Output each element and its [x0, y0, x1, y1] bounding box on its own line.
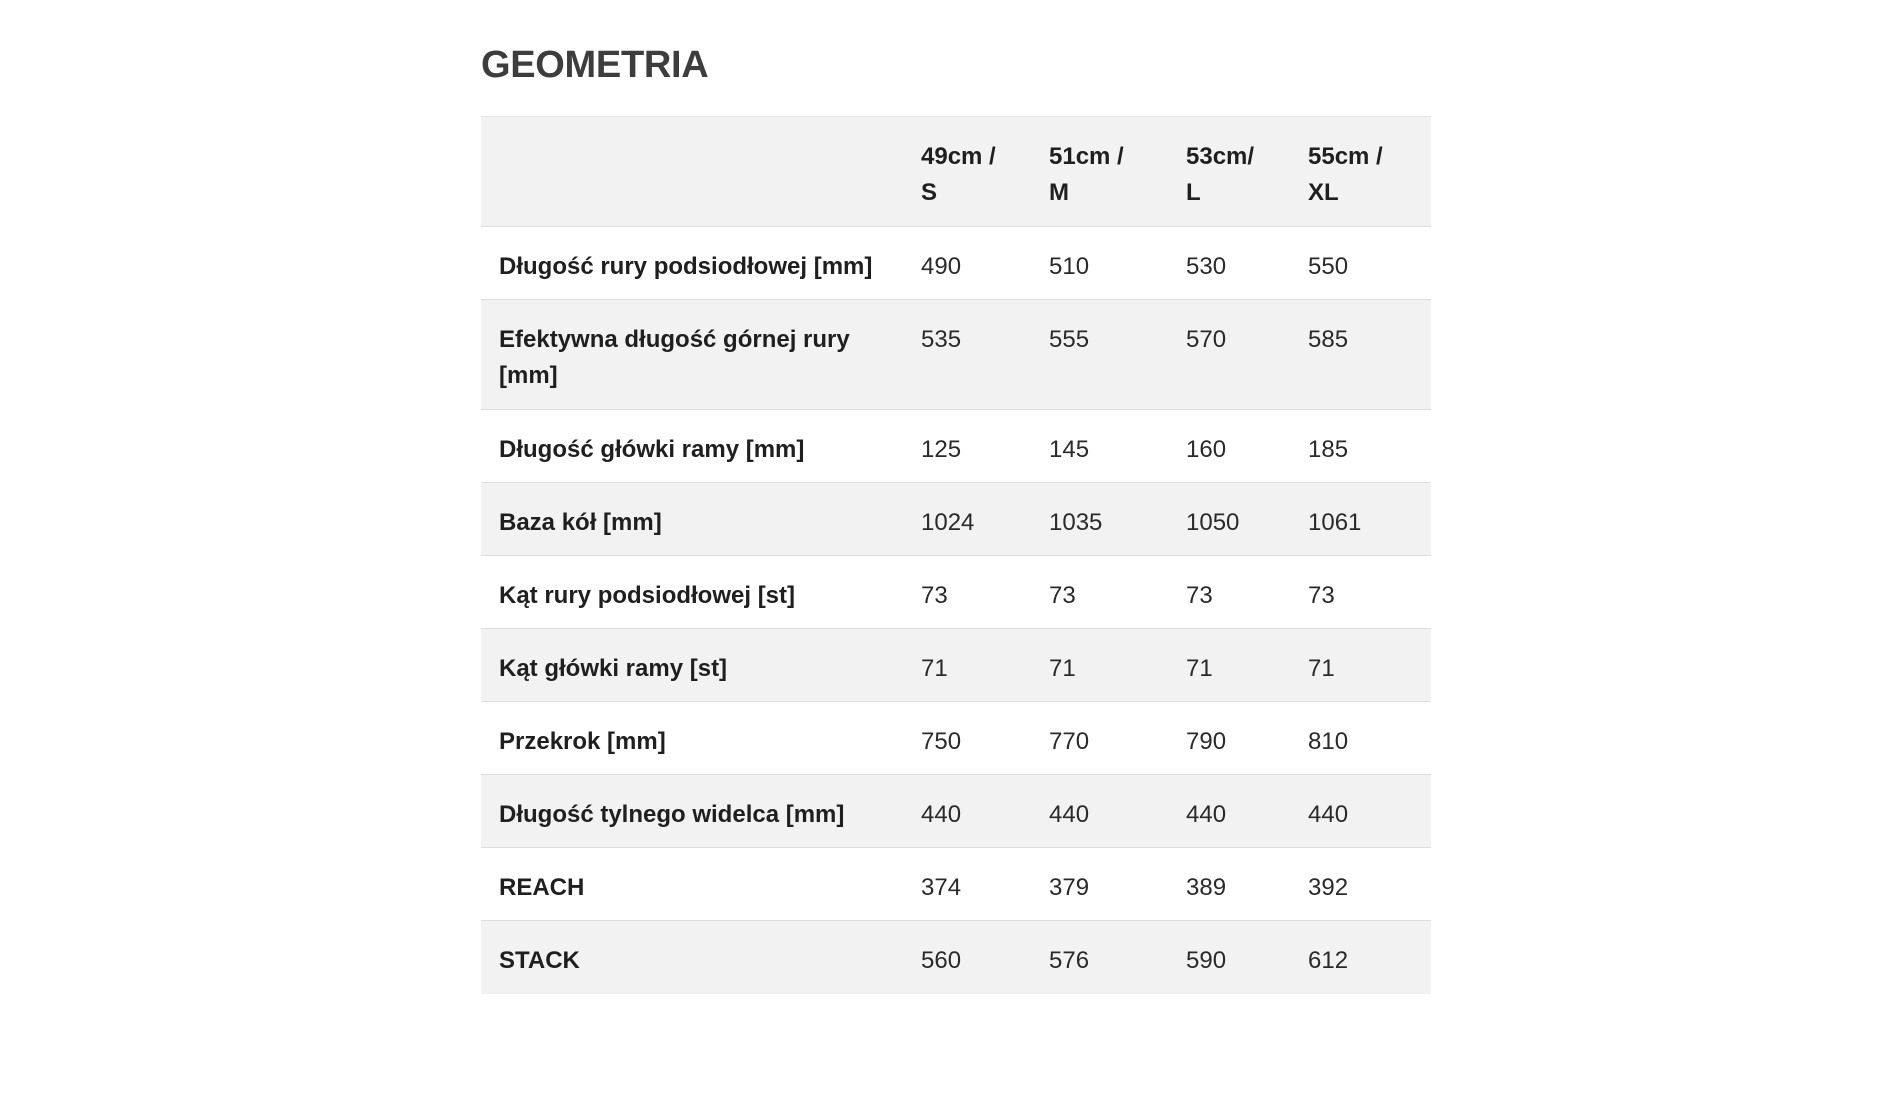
cell-value: 440: [1031, 775, 1168, 848]
header-cell-empty: [481, 117, 903, 227]
cell-value: 510: [1031, 227, 1168, 300]
header-size-s: 49cm / S: [903, 117, 1031, 227]
cell-value: 590: [1168, 921, 1290, 994]
cell-value: 570: [1168, 300, 1290, 410]
row-label: Długość główki ramy [mm]: [481, 410, 903, 483]
geometry-section: [481, 38, 1431, 974]
row-label: Długość rury podsiodłowej [mm]: [481, 227, 903, 300]
table-row: [481, 410, 1431, 483]
section-title: GEOMETRIA: [481, 44, 709, 86]
cell-value: 440: [1290, 775, 1431, 848]
table-header-row: [481, 117, 1431, 227]
cell-value: 73: [1031, 556, 1168, 629]
row-label: STACK: [481, 921, 903, 994]
table-row: [481, 921, 1431, 994]
cell-value: 1035: [1031, 483, 1168, 556]
table-row: [481, 775, 1431, 848]
cell-value: 440: [1168, 775, 1290, 848]
cell-value: 585: [1290, 300, 1431, 410]
cell-value: 145: [1031, 410, 1168, 483]
cell-value: 73: [1168, 556, 1290, 629]
table-row: [481, 483, 1431, 556]
cell-value: 374: [903, 848, 1031, 921]
cell-value: 530: [1168, 227, 1290, 300]
cell-value: 71: [1168, 629, 1290, 702]
cell-value: 790: [1168, 702, 1290, 775]
cell-value: 440: [903, 775, 1031, 848]
cell-value: 576: [1031, 921, 1168, 994]
cell-value: 612: [1290, 921, 1431, 994]
header-size-l: 53cm/ L: [1168, 117, 1290, 227]
cell-value: 379: [1031, 848, 1168, 921]
table-row: [481, 848, 1431, 921]
cell-value: 490: [903, 227, 1031, 300]
cell-value: 71: [1031, 629, 1168, 702]
cell-value: 125: [903, 410, 1031, 483]
row-label: Baza kół [mm]: [481, 483, 903, 556]
header-size-m: 51cm / M: [1031, 117, 1168, 227]
row-label: Efektywna długość górnej rury [mm]: [481, 300, 903, 410]
table-row: [481, 556, 1431, 629]
cell-value: 392: [1290, 848, 1431, 921]
cell-value: 73: [1290, 556, 1431, 629]
cell-value: 550: [1290, 227, 1431, 300]
cell-value: 73: [903, 556, 1031, 629]
cell-value: 535: [903, 300, 1031, 410]
row-label: REACH: [481, 848, 903, 921]
cell-value: 770: [1031, 702, 1168, 775]
row-label: Długość tylnego widelca [mm]: [481, 775, 903, 848]
row-label: Kąt główki ramy [st]: [481, 629, 903, 702]
cell-value: 160: [1168, 410, 1290, 483]
table-row: [481, 629, 1431, 702]
cell-value: 1061: [1290, 483, 1431, 556]
cell-value: 810: [1290, 702, 1431, 775]
cell-value: 185: [1290, 410, 1431, 483]
table-row: [481, 300, 1431, 410]
row-label: Kąt rury podsiodłowej [st]: [481, 556, 903, 629]
table-row: [481, 702, 1431, 775]
cell-value: 560: [903, 921, 1031, 994]
cell-value: 389: [1168, 848, 1290, 921]
geometry-table: [481, 116, 1431, 994]
cell-value: 71: [1290, 629, 1431, 702]
cell-value: 1024: [903, 483, 1031, 556]
row-label: Przekrok [mm]: [481, 702, 903, 775]
cell-value: 71: [903, 629, 1031, 702]
cell-value: 555: [1031, 300, 1168, 410]
cell-value: 1050: [1168, 483, 1290, 556]
cell-value: 750: [903, 702, 1031, 775]
header-size-xl: 55cm / XL: [1290, 117, 1431, 227]
table-row: [481, 227, 1431, 300]
